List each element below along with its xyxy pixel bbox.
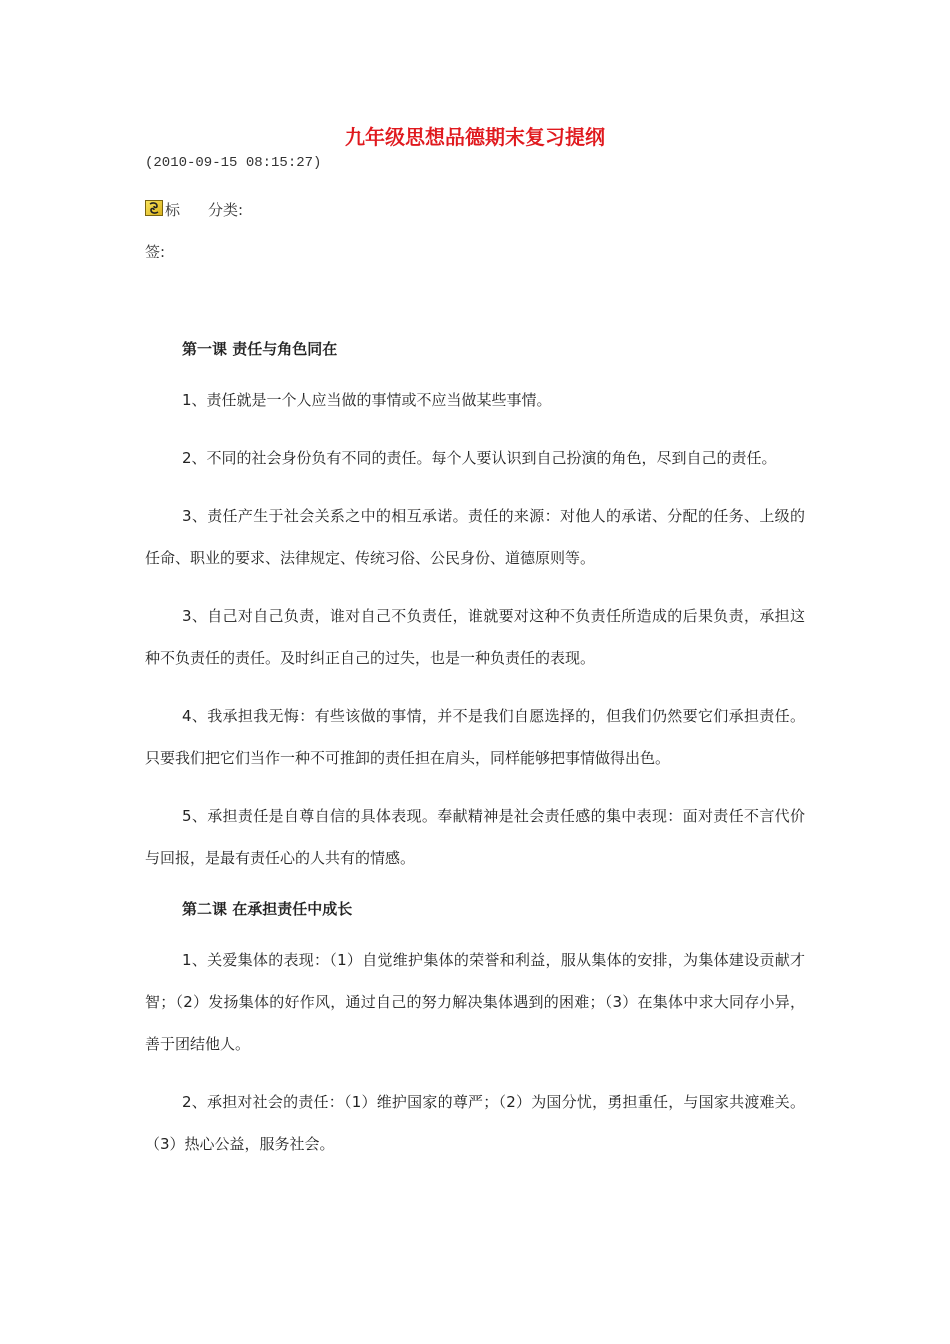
section-heading: 第二课 在承担责任中成长	[182, 900, 353, 918]
tag-label: 标	[165, 201, 181, 219]
article-body	[145, 335, 805, 1165]
category-label: 分类:	[208, 201, 244, 219]
paragraph: 3、责任产生于社会关系之中的相互承诺。责任的来源：对他人的承诺、分配的任务、上级的任命、职业的要求、法律规定、传统习俗、公民身份、道德原则等。	[145, 507, 805, 567]
tag-label-continued: 签:	[145, 243, 166, 261]
paragraph: 1、关爱集体的表现：（1）自觉维护集体的荣誉和利益，服从集体的安排，为集体建设贡献才智；（2）发扬集体的好作风，通过自己的努力解决集体遇到的困难；（3）在集体中求大同存小异，善于团结他人。	[145, 951, 805, 1053]
paragraph: 2、不同的社会身份负有不同的责任。每个人要认识到自己扮演的角色，尽到自己的责任。	[182, 449, 777, 467]
article-timestamp: (2010-09-15 08:15:27)	[145, 155, 322, 171]
article-title: 九年级思想品德期末复习提纲	[345, 125, 605, 149]
paragraph: 3、自己对自己负责，谁对自己不负责任，谁就要对这种不负责任所造成的后果负责，承担这种不负责任的责任。及时纠正自己的过失，也是一种负责任的表现。	[145, 607, 805, 667]
paragraph: 4、我承担我无悔：有些该做的事情，并不是我们自愿选择的，但我们仍然要它们承担责任。只要我们把它们当作一种不可推卸的责任担在肩头，同样能够把事情做得出色。	[145, 707, 805, 767]
tag-icon[interactable]	[145, 200, 163, 216]
section-heading: 第一课 责任与角色同在	[182, 340, 338, 358]
paragraph: 2、承担对社会的责任：（1）维护国家的尊严；（2）为国分忧，勇担重任，与国家共渡难关。（3）热心公益，服务社会。	[145, 1093, 805, 1153]
paragraph: 1、责任就是一个人应当做的事情或不应当做某些事情。	[182, 391, 552, 409]
paragraph: 5、承担责任是自尊自信的具体表现。奉献精神是社会责任感的集中表现：面对责任不言代价与回报，是最有责任心的人共有的情感。	[145, 807, 805, 867]
